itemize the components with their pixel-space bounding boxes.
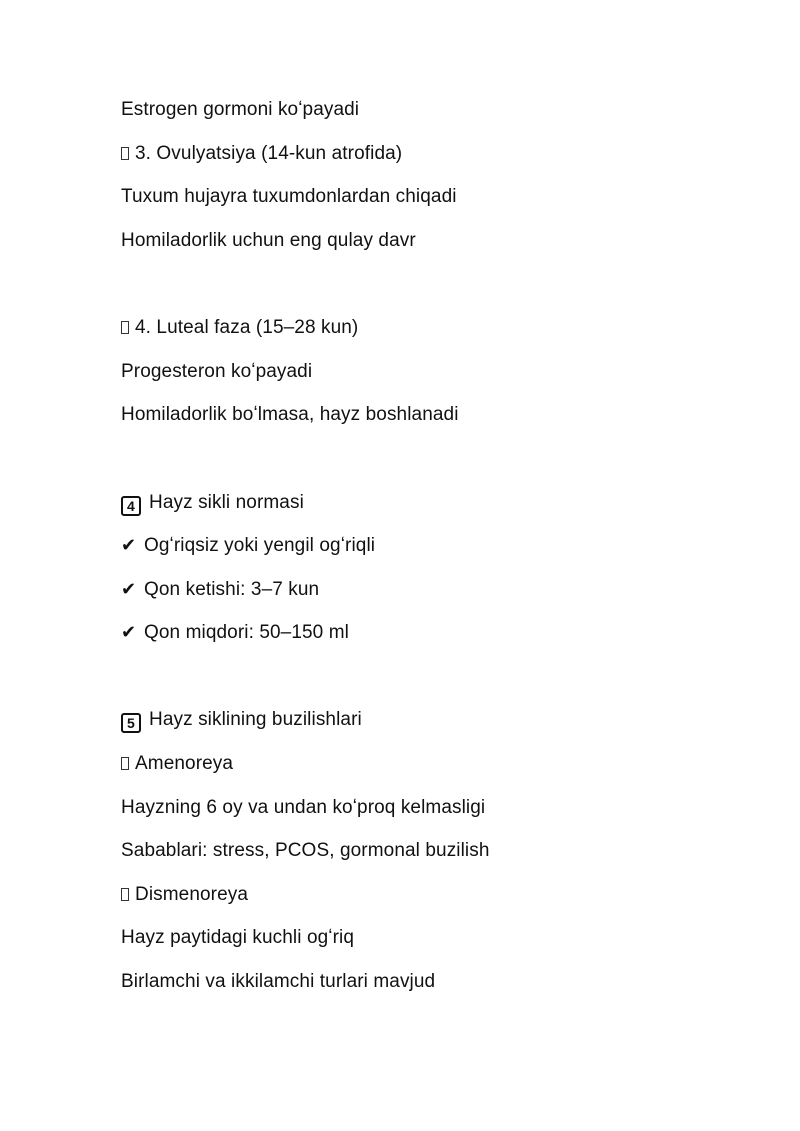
- line-text: Hayz siklining buzilishlari: [149, 709, 362, 730]
- text-line: [121, 185, 457, 209]
- line-text: 4. Luteal faza (15–28 kun): [135, 317, 359, 338]
- line-text: Progesteron koʻpayadi: [121, 361, 313, 382]
- missing-emoji-icon: [121, 757, 129, 770]
- text-line: [121, 796, 485, 820]
- text-line: [121, 98, 359, 122]
- section-subheading: [121, 142, 402, 166]
- line-text: Qon miqdori: 50–150 ml: [144, 622, 349, 643]
- line-text: Hayzning 6 oy va undan koʻproq kelmasligi: [121, 797, 486, 818]
- missing-emoji-icon: [121, 321, 129, 334]
- text-line: [121, 839, 490, 863]
- line-text: Sabablari: stress, PCOS, gormonal buzilish: [121, 840, 490, 861]
- line-text: Hayz paytidagi kuchli ogʻriq: [121, 927, 355, 948]
- line-text: Birlamchi va ikkilamchi turlari mavjud: [121, 971, 436, 992]
- line-text: Hayz sikli normasi: [149, 492, 304, 513]
- section-heading: [121, 491, 304, 516]
- section-heading: [121, 708, 362, 733]
- keycap-four-icon: 4: [121, 496, 141, 516]
- line-text: Ogʻriqsiz yoki yengil ogʻriqli: [144, 535, 376, 556]
- line-text: Tuxum hujayra tuxumdonlardan chiqadi: [121, 186, 457, 207]
- missing-emoji-icon: [121, 147, 129, 160]
- section-subheading: [121, 316, 358, 340]
- checklist-item: [121, 578, 319, 602]
- check-mark-icon: ✔: [121, 579, 137, 600]
- check-mark-icon: ✔: [121, 622, 137, 643]
- line-text: Homiladorlik boʻlmasa, hayz boshlanadi: [121, 404, 459, 425]
- text-line: [121, 360, 312, 384]
- section-subheading: [121, 883, 248, 907]
- checklist-item: [121, 621, 349, 645]
- text-line: [121, 229, 416, 253]
- line-text: 3. Ovulyatsiya (14-kun atrofida): [135, 143, 403, 164]
- check-mark-icon: ✔: [121, 535, 137, 556]
- keycap-five-icon: 5: [121, 713, 141, 733]
- line-text: Amenoreya: [135, 753, 234, 774]
- text-line: [121, 926, 354, 950]
- section-subheading: [121, 752, 233, 776]
- line-text: Estrogen gormoni koʻpayadi: [121, 99, 360, 120]
- checklist-item: [121, 534, 375, 558]
- line-text: Qon ketishi: 3–7 kun: [144, 579, 320, 600]
- line-text: Dismenoreya: [135, 884, 249, 905]
- line-text: Homiladorlik uchun eng qulay davr: [121, 230, 416, 251]
- missing-emoji-icon: [121, 888, 129, 901]
- text-line: [121, 970, 435, 994]
- text-line: [121, 403, 459, 427]
